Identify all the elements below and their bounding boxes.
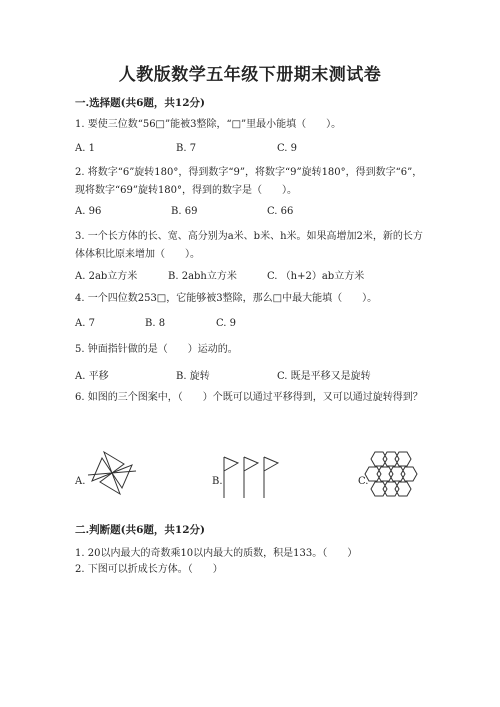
hexagon-cluster-figure — [367, 450, 419, 498]
question-1: 1. 要使三位数“56□”能被3整除，“□”里最小能填（ ）。 — [75, 119, 342, 130]
judgement-question-2: 2. 下图可以折成长方体。（ ） — [75, 564, 223, 575]
option-c: C. — [358, 476, 369, 487]
option-b: B. 8 — [145, 318, 166, 329]
option-b: B. 69 — [171, 206, 198, 217]
section-heading-choice: 一.选择题(共6题，共12分) — [75, 97, 206, 109]
option-c: C. 66 — [267, 206, 294, 217]
option-b: B. 旋转 — [176, 371, 210, 382]
page-title: 人教版数学五年级下册期末测试卷 — [118, 65, 382, 85]
option-a: A. 2ab立方米 — [75, 271, 138, 282]
option-c: C. 9 — [277, 143, 298, 154]
question-3: 3. 一个长方体的长、宽、高分别为a米、b米、h米。如果高增加2米，新的长方体体积比原来增加（ ）。 — [75, 231, 423, 260]
question-3-options — [75, 267, 435, 281]
option-a: A. 1 — [75, 143, 95, 154]
option-a: A. 平移 — [75, 371, 109, 382]
question-5-options — [75, 367, 435, 381]
question-4: 4. 一个四位数253□，它能够被3整除，那么□中最大能填（ ）。 — [75, 293, 378, 304]
question-4-options — [75, 318, 435, 332]
question-2-options — [75, 206, 435, 220]
pinwheel-figure — [84, 448, 140, 498]
option-c: C. （h+2）ab立方米 — [267, 271, 365, 282]
option-b: B. 7 — [176, 143, 197, 154]
judgement-question-1: 1. 20以内最大的奇数乘10以内最大的质数，积是133。（ ） — [75, 548, 358, 559]
option-c: C. 9 — [216, 318, 237, 329]
option-a: A. 7 — [75, 318, 95, 329]
question-2: 2. 将数字“6”旋转180°，得到数字“9”，将数字“9”旋转180°，得到数字“6”，现将数字“69”旋转180°，得到的数字是（ ）。 — [75, 167, 423, 196]
question-6: 6. 如图的三个图案中，（ ）个既可以通过平移得到，又可以通过旋转得到？ — [75, 392, 423, 403]
option-b: B. 2abh立方米 — [168, 271, 237, 282]
option-a: A. 96 — [75, 206, 102, 217]
option-a: A. — [75, 476, 86, 487]
option-b: B. — [212, 476, 223, 487]
option-c: C. 既是平移又是旋转 — [277, 371, 371, 382]
question-1-options — [75, 143, 435, 157]
three-flags-figure — [221, 455, 283, 500]
question-5: 5. 钟面指针做的是（ ）运动的。 — [75, 344, 238, 355]
section-heading-judgement: 二.判断题(共6题，共12分) — [75, 524, 206, 536]
